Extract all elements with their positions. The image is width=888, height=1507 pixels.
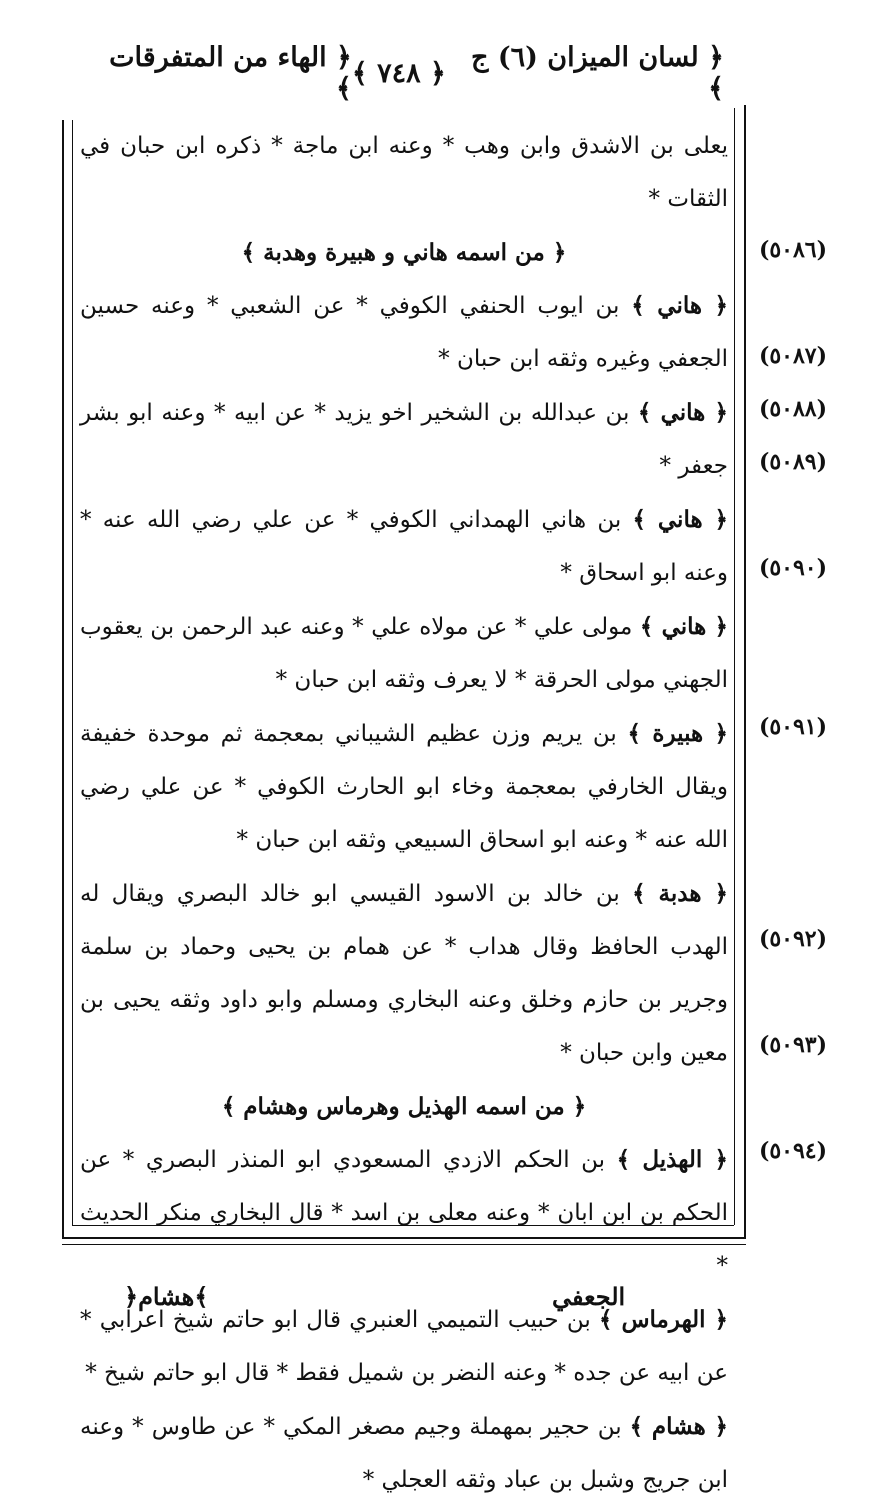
frame-left-rule	[62, 120, 64, 1237]
entry-text: بن يريم وزن عظيم الشيباني بمعجمة ثم موحدة خفيفة ويقال الخارفي بمعجمة وخاء ابو الحارث الكوفي * عن علي رضي الله عنه * وعنه ابو اسحاق السبيعي وثقه ابن حبان *	[80, 721, 728, 853]
entry-5091	[80, 867, 728, 1080]
entry-5089	[80, 600, 728, 707]
entry-5090	[80, 707, 728, 867]
entry-number: (٥٠٨٩)	[758, 449, 828, 475]
entry-5087	[80, 386, 728, 493]
page-number: ﴿ ٧٤٨ ﴾	[351, 57, 446, 89]
entry-5086	[80, 279, 728, 386]
entry-number: (٥٠٩١)	[758, 714, 828, 740]
entry-text: بن حجير بمهملة وجيم مصغر المكي * عن طاوس * وعنه ابن جريج وشبل بن عباد وثقه العجلي *	[80, 1414, 728, 1493]
footer-next-entry: ﴿هشام﴾	[124, 1282, 209, 1311]
frame-inner-left-rule	[72, 120, 73, 1225]
entry-name: ﴿ هاني ﴾	[632, 506, 728, 533]
entry-number: (٥٠٩٤)	[758, 1138, 828, 1164]
entry-text: مولى علي * عن مولاه علي * وعنه عبد الرحمن بن يعقوب الجهني مولى الحرقة * لا يعرف وثقه ابن حبان *	[80, 614, 728, 693]
entry-text: بن حبيب التميمي العنبري قال ابو حاتم شيخ اعرابي * عن ابيه عن جده * وعنه النضر بن شميل فقط * قال ابو حاتم شيخ *	[80, 1307, 728, 1386]
entry-name: ﴿ هبيرة ﴾	[627, 720, 729, 747]
continuation-text: يعلى بن الاشدق وابن وهب * وعنه ابن ماجة * ذكره ابن حبان في الثقات *	[80, 133, 728, 212]
entry-text: بن عبدالله بن الشخير اخو يزيد * عن ابيه * وعنه ابو بشر جعفر *	[80, 400, 728, 479]
section-heading: ﴿ من اسمه هاني و هبيرة وهدبة ﴾	[241, 239, 567, 266]
entry-5088	[80, 493, 728, 600]
entry-text: بن هاني الهمداني الكوفي * عن علي رضي الله عنه * وعنه ابو اسحاق *	[80, 507, 728, 586]
entry-number: (٥٠٨٦)	[758, 237, 828, 263]
entry-name: ﴿ الهذيل ﴾	[616, 1146, 728, 1173]
page-header	[84, 42, 724, 104]
footer-catchword: الجعفي	[552, 1282, 626, 1311]
entry-5092	[80, 1133, 728, 1293]
entry-number: (٥٠٩٠)	[758, 555, 828, 581]
page-footer	[0, 1282, 888, 1322]
entry-name: ﴿ هدبة ﴾	[632, 880, 728, 907]
entry-number: (٥٠٨٧)	[758, 343, 828, 369]
entry-number: (٥٠٩٣)	[758, 1032, 828, 1058]
entry-name: ﴿ هاني ﴾	[631, 292, 728, 319]
entry-name: ﴿ هاني ﴾	[639, 613, 728, 640]
entry-text: بن الحكم الازدي المسعودي ابو المنذر البصري * عن الحكم بن ابن ابان * وعنه معلى بن اسد * قال البخاري منكر الحديث *	[80, 1147, 728, 1279]
entry-name: ﴿ هاني ﴾	[637, 399, 728, 426]
section-heading: ﴿ من اسمه الهذيل وهرماس وهشام ﴾	[221, 1093, 587, 1120]
entry-name: ﴿ هشام ﴾	[629, 1413, 728, 1440]
entry-number: (٥٠٩٢)	[758, 926, 828, 952]
entry-text: بن ايوب الحنفي الكوفي * عن الشعبي * وعنه حسين الجعفي وغيره وثقه ابن حبان *	[80, 293, 728, 372]
frame-inner-right-rule	[734, 108, 735, 1225]
entry-text: بن خالد بن الاسود القيسي ابو خالد البصري ويقال له الهدب الحافظ وقال هداب * عن همام بن يحيى وحماد بن سلمة وجرير بن حازم وخلق وعنه البخاري ومسلم وابو داود وثقه يحيى بن معين وابن حبان *	[80, 881, 728, 1066]
entry-5094	[80, 1400, 728, 1507]
book-title: ﴿ لسان الميزان (٦) ج ﴾	[471, 42, 724, 104]
chapter-title: ﴿ الهاء من المتفرقات ﴾	[109, 42, 352, 104]
entry-number: (٥٠٨٨)	[758, 396, 828, 422]
bottom-rule	[62, 1244, 746, 1245]
entry-name: ﴿ الهرماس ﴾	[599, 1306, 729, 1333]
